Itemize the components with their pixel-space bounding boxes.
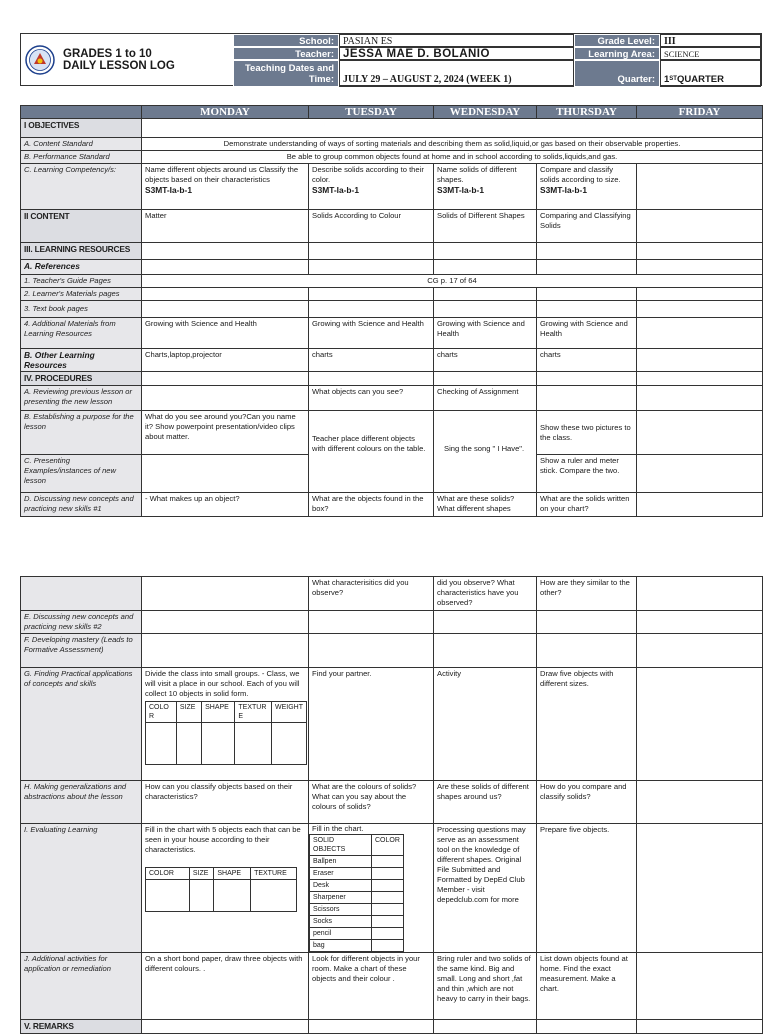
table-cell bbox=[637, 164, 763, 210]
table-cell bbox=[434, 611, 537, 634]
procedure-c-thursday: Show a ruler and meter stick. Compare the two. bbox=[537, 455, 637, 493]
chart-col-texture: TEXTURE bbox=[251, 868, 297, 880]
grade-value: III bbox=[660, 34, 761, 47]
dates-value: JULY 29 – AUGUST 2, 2024 (WEEK 1) bbox=[339, 60, 574, 87]
procedure-h-tuesday: What are the colours of solids? What can you say about the colours of solids? bbox=[309, 781, 434, 824]
dates-label-line-1: Teaching Dates and bbox=[244, 63, 334, 74]
table-cell bbox=[637, 243, 763, 260]
competency-monday-code: S3MT-Ia-b-1 bbox=[145, 185, 192, 195]
section-references: A. References bbox=[21, 260, 142, 275]
table-cell bbox=[637, 611, 763, 634]
table-cell bbox=[142, 386, 309, 411]
table-cell bbox=[309, 611, 434, 634]
day-friday: FRIDAY bbox=[637, 106, 763, 119]
table-cell bbox=[142, 577, 309, 611]
procedure-h-monday: How can you classify objects based on their characteristics? bbox=[142, 781, 309, 824]
table-row bbox=[21, 301, 763, 318]
content-standard-label: A. Content Standard bbox=[21, 138, 142, 151]
procedure-i-tuesday-text: Fill in the chart. bbox=[312, 824, 364, 833]
table-row bbox=[21, 119, 763, 138]
chart-item: Eraser bbox=[310, 868, 372, 880]
table-cell bbox=[309, 372, 434, 386]
table-cell bbox=[637, 318, 763, 349]
continuation-tuesday: What characterisitics did you observe? bbox=[309, 577, 434, 611]
procedure-d-thursday: What are the solids written on your chart? bbox=[537, 493, 637, 517]
chart-item: Scissors bbox=[310, 904, 372, 916]
table-cell bbox=[142, 260, 309, 275]
competency-thursday-text: Compare and classify solids according to size. bbox=[540, 165, 621, 184]
table-cell bbox=[637, 455, 763, 493]
table-row bbox=[21, 275, 763, 288]
table-row bbox=[21, 151, 763, 164]
procedure-b-wednesday: Sing the song " I Have". bbox=[434, 411, 537, 455]
table-cell bbox=[537, 301, 637, 318]
competency-wednesday-code: S3MT-Ia-b-1 bbox=[437, 185, 484, 195]
continuation-wednesday: did you observe? What characteristics have you observed? bbox=[434, 577, 537, 611]
day-monday: MONDAY bbox=[142, 106, 309, 119]
table-cell bbox=[142, 243, 309, 260]
chart-header-row bbox=[146, 868, 297, 880]
content-wednesday: Solids of Different Shapes bbox=[434, 210, 537, 243]
table-cell bbox=[637, 349, 763, 372]
table-cell bbox=[637, 668, 763, 781]
performance-standard-text: Be able to group common objects found at home and in school according to solids,liquids,and gas. bbox=[142, 151, 763, 164]
content-tuesday: Solids According to Colour bbox=[309, 210, 434, 243]
content-monday: Matter bbox=[142, 210, 309, 243]
section-resources: III. LEARNING RESOURCES bbox=[21, 243, 142, 260]
table-cell bbox=[637, 260, 763, 275]
teachers-guide-label: 1. Teacher's Guide Pages bbox=[21, 275, 142, 288]
table-cell bbox=[309, 455, 434, 493]
procedure-d-label: D. Discussing new concepts and practicing new skills #1 bbox=[21, 493, 142, 517]
procedure-i-tuesday bbox=[309, 824, 434, 953]
additional-materials-label: 4. Additional Materials from Learning Resources bbox=[21, 318, 142, 349]
chart-cell bbox=[372, 904, 404, 916]
performance-standard-label: B. Performance Standard bbox=[21, 151, 142, 164]
other-resources-wednesday: charts bbox=[434, 349, 537, 372]
chart-row bbox=[310, 856, 404, 868]
quarter-text: QUARTER bbox=[676, 74, 724, 85]
procedure-j-tuesday: Look for different objects in your room. Make a chart of these objects and their colour . bbox=[309, 953, 434, 1020]
characteristics-chart bbox=[145, 701, 307, 765]
chart-col-size: SIZE bbox=[176, 702, 201, 723]
school-label: School: bbox=[233, 34, 339, 47]
chart-cell bbox=[189, 880, 213, 912]
table-cell bbox=[637, 1020, 763, 1034]
table-row bbox=[21, 577, 763, 611]
table-cell bbox=[537, 260, 637, 275]
procedure-b-label: B. Establishing a purpose for the lesson bbox=[21, 411, 142, 455]
chart-col-color: COLOR bbox=[146, 868, 190, 880]
chart-cell bbox=[372, 916, 404, 928]
procedure-g-thursday: Draw five objects with different sizes. bbox=[537, 668, 637, 781]
dates-label-line-2: Time: bbox=[308, 74, 334, 85]
content-standard-text: Demonstrate understanding of ways of sorting materials and describing them as solid,liquid,or gas based on their observable properties. bbox=[142, 138, 763, 151]
chart-item: Socks bbox=[310, 916, 372, 928]
log-title bbox=[59, 34, 233, 85]
chart-empty-row bbox=[146, 723, 307, 765]
competency-tuesday bbox=[309, 164, 434, 210]
table-cell bbox=[142, 1020, 309, 1034]
chart-row bbox=[310, 892, 404, 904]
chart-item: Sharpener bbox=[310, 892, 372, 904]
table-cell bbox=[309, 243, 434, 260]
table-cell bbox=[142, 288, 309, 301]
table-cell bbox=[537, 372, 637, 386]
additional-materials-thursday: Growing with Science and Health bbox=[537, 318, 637, 349]
table-cell bbox=[537, 634, 637, 668]
chart-cell bbox=[176, 723, 201, 765]
table-row bbox=[21, 372, 763, 386]
competency-label: C. Learning Competency/s: bbox=[21, 164, 142, 210]
procedure-i-label: I. Evaluating Learning bbox=[21, 824, 142, 953]
lesson-plan-table-2 bbox=[20, 576, 763, 1034]
table-row bbox=[21, 288, 763, 301]
chart-row bbox=[310, 904, 404, 916]
content-thursday: Comparing and Classifying Solids bbox=[537, 210, 637, 243]
table-row bbox=[21, 634, 763, 668]
chart-cell bbox=[202, 723, 235, 765]
competency-wednesday bbox=[434, 164, 537, 210]
table-row bbox=[21, 164, 763, 210]
chart-cell bbox=[372, 892, 404, 904]
title-line-2: DAILY LESSON LOG bbox=[63, 59, 175, 72]
chart-item: bag bbox=[310, 940, 372, 952]
table-cell bbox=[537, 386, 637, 411]
section-remarks: V. REMARKS bbox=[21, 1020, 142, 1034]
table-row bbox=[21, 781, 763, 824]
other-resources-label: B. Other Learning Resources bbox=[21, 349, 142, 372]
text-book-label: 3. Text book pages bbox=[21, 301, 142, 318]
table-cell bbox=[434, 1020, 537, 1034]
procedure-g-monday bbox=[142, 668, 309, 781]
table-cell bbox=[142, 611, 309, 634]
chart-col-color: COLOR bbox=[372, 835, 404, 856]
learning-area-label: Learning Area: bbox=[574, 47, 660, 60]
table-cell bbox=[142, 634, 309, 668]
chart-row bbox=[310, 880, 404, 892]
chart-cell bbox=[251, 880, 297, 912]
chart-cell bbox=[214, 880, 251, 912]
chart-cell bbox=[146, 880, 190, 912]
chart-row bbox=[310, 916, 404, 928]
dates-label bbox=[233, 60, 339, 87]
learning-area-value: SCIENCE bbox=[660, 47, 761, 60]
procedure-d-monday: - What makes up an object? bbox=[142, 493, 309, 517]
procedure-d-wednesday: What are these solids? What different shapes bbox=[434, 493, 537, 517]
table-cell bbox=[637, 493, 763, 517]
corner-cell bbox=[21, 106, 142, 119]
table-cell bbox=[637, 411, 763, 455]
day-tuesday: TUESDAY bbox=[309, 106, 434, 119]
table-cell bbox=[434, 288, 537, 301]
lesson-plan-table-1 bbox=[20, 105, 763, 517]
evaluation-chart bbox=[145, 867, 297, 912]
chart-empty-row bbox=[146, 880, 297, 912]
procedure-g-wednesday: Activity bbox=[434, 668, 537, 781]
procedure-h-wednesday: Are these solids of different shapes around us? bbox=[434, 781, 537, 824]
learners-materials-label: 2. Learner's Materials pages bbox=[21, 288, 142, 301]
chart-col-size: SIZE bbox=[189, 868, 213, 880]
chart-header-row bbox=[310, 835, 404, 856]
chart-cell bbox=[146, 723, 177, 765]
table-cell bbox=[434, 455, 537, 493]
procedure-i-wednesday: Processing questions may serve as an assessment tool on the knowledge of different shapes. Original File Submitted and Formatted by DepEd Club Member - visit depedclub.com for more bbox=[434, 824, 537, 953]
procedure-c-label: C. Presenting Examples/instances of new lesson bbox=[21, 455, 142, 493]
procedure-a-label: A. Reviewing previous lesson or presenting the new lesson bbox=[21, 386, 142, 411]
section-objectives: I OBJECTIVES bbox=[21, 119, 142, 138]
table-cell bbox=[142, 119, 763, 138]
procedure-g-monday-text: Divide the class into small groups. - Class, we will visit a place in our school. Each of you will collect 10 objects in solid form. bbox=[145, 669, 300, 698]
competency-wednesday-text: Name solids of different shapes. bbox=[437, 165, 517, 184]
procedure-h-thursday: How do you compare and classify solids? bbox=[537, 781, 637, 824]
teacher-value: JESSA MAE D. BOLANIO bbox=[339, 47, 574, 60]
table-cell bbox=[434, 260, 537, 275]
procedure-g-tuesday: Find your partner. bbox=[309, 668, 434, 781]
quarter-value bbox=[660, 60, 761, 87]
procedure-b-thursday: Show these two pictures to the class. bbox=[537, 411, 637, 455]
other-resources-monday: Charts,laptop,projector bbox=[142, 349, 309, 372]
table-cell bbox=[637, 634, 763, 668]
table-cell bbox=[309, 1020, 434, 1034]
continuation-thursday: How are they similar to the other? bbox=[537, 577, 637, 611]
table-cell bbox=[637, 210, 763, 243]
chart-cell bbox=[372, 868, 404, 880]
procedure-j-label: J. Additional activities for application or remediation bbox=[21, 953, 142, 1020]
solid-color-chart bbox=[309, 834, 404, 952]
chart-cell bbox=[235, 723, 272, 765]
chart-col-shape: SHAPE bbox=[202, 702, 235, 723]
procedure-i-monday bbox=[142, 824, 309, 953]
chart-col-texture: TEXTUR E bbox=[235, 702, 272, 723]
procedure-a-tuesday: What objects can you see? bbox=[309, 386, 434, 411]
chart-col-weight: WEIGHT bbox=[271, 702, 306, 723]
table-cell bbox=[434, 372, 537, 386]
additional-materials-tuesday: Growing with Science and Health bbox=[309, 318, 434, 349]
table-row bbox=[21, 668, 763, 781]
table-cell bbox=[637, 577, 763, 611]
table-cell bbox=[434, 634, 537, 668]
procedure-j-monday: On a short bond paper, draw three objects with different colours. . bbox=[142, 953, 309, 1020]
competency-tuesday-text: Describe solids according to their color. bbox=[312, 165, 424, 184]
teachers-guide-value: CG p. 17 of 64 bbox=[142, 275, 763, 288]
table-cell bbox=[637, 301, 763, 318]
other-resources-thursday: charts bbox=[537, 349, 637, 372]
competency-monday bbox=[142, 164, 309, 210]
procedure-j-wednesday: Bring ruler and two solids of the same kind. Big and small. Long and short ,fat and thin ,which are not heavy to carry in their bags. bbox=[434, 953, 537, 1020]
day-wednesday: WEDNESDAY bbox=[434, 106, 537, 119]
table-cell bbox=[142, 372, 309, 386]
table-cell bbox=[637, 288, 763, 301]
procedure-j-thursday: List down objects found at home. Find the exact measurement. Make a chart. bbox=[537, 953, 637, 1020]
chart-row bbox=[310, 940, 404, 952]
day-thursday: THURSDAY bbox=[537, 106, 637, 119]
additional-materials-monday: Growing with Science and Health bbox=[142, 318, 309, 349]
deped-seal-icon bbox=[21, 34, 59, 85]
table-cell bbox=[309, 288, 434, 301]
table-row bbox=[21, 953, 763, 1020]
table-row bbox=[21, 411, 763, 455]
header-fields bbox=[233, 34, 761, 85]
title-line-1: GRADES 1 to 10 bbox=[63, 47, 152, 60]
procedure-e-label: E. Discussing new concepts and practicing new skills #2 bbox=[21, 611, 142, 634]
table-cell bbox=[537, 611, 637, 634]
table-row bbox=[21, 138, 763, 151]
other-resources-tuesday: charts bbox=[309, 349, 434, 372]
procedure-b-tuesday: Teacher place different objects with different colours on the table. bbox=[309, 411, 434, 455]
days-header-row bbox=[21, 106, 763, 119]
quarter-label: Quarter: bbox=[574, 60, 660, 87]
table-cell bbox=[637, 781, 763, 824]
procedure-i-thursday: Prepare five objects. bbox=[537, 824, 637, 953]
chart-header-row bbox=[146, 702, 307, 723]
school-value: PASIAN ES bbox=[339, 34, 574, 47]
table-cell bbox=[537, 243, 637, 260]
table-cell bbox=[309, 301, 434, 318]
table-row bbox=[21, 318, 763, 349]
table-row bbox=[21, 210, 763, 243]
table-cell bbox=[537, 1020, 637, 1034]
table-row bbox=[21, 386, 763, 411]
table-cell bbox=[434, 243, 537, 260]
chart-row bbox=[310, 868, 404, 880]
competency-thursday-code: S3MT-Ia-b-1 bbox=[540, 185, 587, 195]
competency-monday-text: Name different objects around us Classify the objects based on their characteristics bbox=[145, 165, 299, 184]
table-row bbox=[21, 349, 763, 372]
procedure-g-label: G. Finding Practical applications of concepts and skills bbox=[21, 668, 142, 781]
log-header bbox=[20, 33, 762, 86]
chart-col-shape: SHAPE bbox=[214, 868, 251, 880]
section-procedures: IV. PROCEDURES bbox=[21, 372, 142, 386]
table-row bbox=[21, 824, 763, 953]
chart-cell bbox=[271, 723, 306, 765]
table-cell bbox=[637, 824, 763, 953]
chart-item: pencil bbox=[310, 928, 372, 940]
procedure-b-monday: What do you see around you?Can you name it? Show powerpoint presentation/video clips about matter. bbox=[142, 411, 309, 455]
chart-item: Desk bbox=[310, 880, 372, 892]
additional-materials-wednesday: Growing with Science and Health bbox=[434, 318, 537, 349]
table-cell bbox=[142, 455, 309, 493]
table-row bbox=[21, 1020, 763, 1034]
quarter-suffix: ST bbox=[669, 76, 677, 82]
table-cell bbox=[434, 301, 537, 318]
table-cell bbox=[637, 386, 763, 411]
quarter-number: 1 bbox=[664, 74, 670, 85]
continuation-label bbox=[21, 577, 142, 611]
table-cell bbox=[142, 301, 309, 318]
chart-item: Ballpen bbox=[310, 856, 372, 868]
table-cell bbox=[537, 288, 637, 301]
chart-cell bbox=[372, 940, 404, 952]
chart-col-color: COLO R bbox=[146, 702, 177, 723]
grade-label: Grade Level: bbox=[574, 34, 660, 47]
chart-cell bbox=[372, 928, 404, 940]
table-cell bbox=[637, 372, 763, 386]
competency-thursday bbox=[537, 164, 637, 210]
table-cell bbox=[637, 953, 763, 1020]
procedure-d-tuesday: What are the objects found in the box? bbox=[309, 493, 434, 517]
chart-cell bbox=[372, 856, 404, 868]
competency-tuesday-code: S3MT-Ia-b-1 bbox=[312, 185, 359, 195]
chart-col-solid-objects: SOLID OBJECTS bbox=[310, 835, 372, 856]
table-row bbox=[21, 611, 763, 634]
table-row bbox=[21, 455, 763, 493]
procedure-a-wednesday: Checking of Assignment bbox=[434, 386, 537, 411]
table-cell bbox=[309, 260, 434, 275]
table-row bbox=[21, 493, 763, 517]
table-cell bbox=[309, 634, 434, 668]
section-content: II CONTENT bbox=[21, 210, 142, 243]
procedure-h-label: H. Making generalizations and abstractions about the lesson bbox=[21, 781, 142, 824]
table-row bbox=[21, 260, 763, 275]
procedure-i-monday-text: Fill in the chart with 5 objects each that can be seen in your house according to their characteristics. bbox=[145, 825, 301, 854]
table-row bbox=[21, 243, 763, 260]
chart-row bbox=[310, 928, 404, 940]
procedure-f-label: F. Developing mastery (Leads to Formative Assessment) bbox=[21, 634, 142, 668]
chart-cell bbox=[372, 880, 404, 892]
teacher-label: Teacher: bbox=[233, 47, 339, 60]
